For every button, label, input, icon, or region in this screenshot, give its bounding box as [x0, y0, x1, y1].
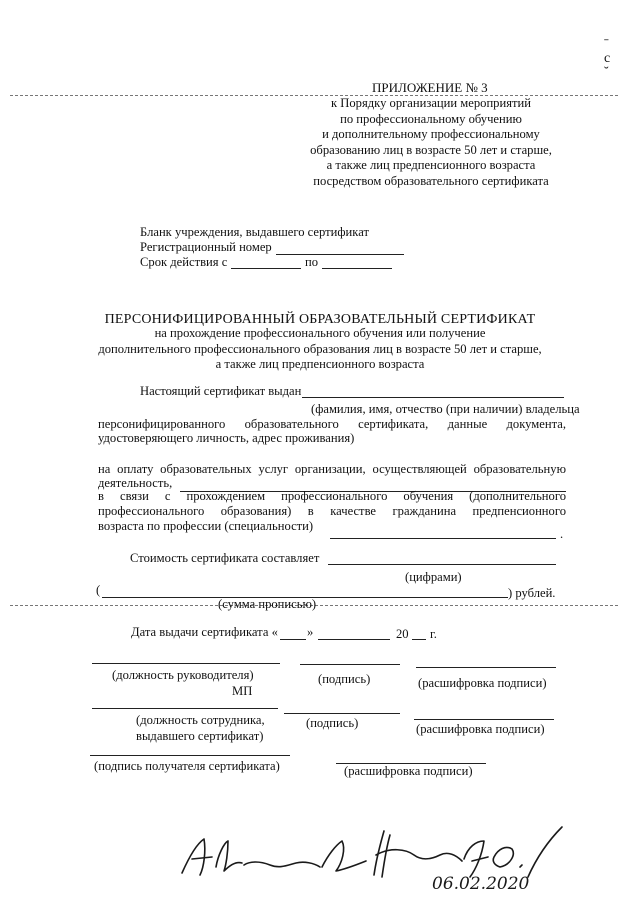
- head-name-field[interactable]: [416, 667, 556, 668]
- stamp-place: МП: [232, 684, 253, 698]
- staff-position-field[interactable]: [92, 708, 278, 709]
- appendix-title: ПРИЛОЖЕНИЕ № 3: [372, 80, 488, 95]
- appendix-line: посредством образовательного сертификата: [313, 173, 549, 188]
- staff-signature-hint: (подпись): [306, 716, 359, 730]
- validity-from-field[interactable]: [231, 268, 301, 269]
- issue-date-suffix: г.: [430, 627, 437, 641]
- handwritten-date: 06.02.2020: [432, 874, 530, 894]
- issue-year: 20: [396, 627, 409, 641]
- validity-from-label: Срок действия с: [140, 255, 228, 269]
- payment-line: профессионального образования) в качестве гражданина предпенсионного: [98, 504, 566, 518]
- registration-number-field[interactable]: [276, 254, 404, 255]
- validity-to-field[interactable]: [322, 268, 392, 269]
- holder-hint-line: удостоверяющего личность, адрес проживания): [98, 431, 355, 445]
- appendix-line: и дополнительному профессиональному: [322, 127, 540, 142]
- head-signature-hint: (подпись): [318, 672, 371, 686]
- issue-date-quote-close: »: [307, 625, 314, 639]
- recipient-signature-hint: (подпись получателя сертификата): [94, 759, 280, 773]
- appendix-line: образованию лиц в возрасте 50 лет и старше,: [310, 142, 552, 157]
- recipient-name-hint: (расшифровка подписи): [344, 764, 473, 778]
- staff-position-hint: [136, 712, 265, 744]
- margin-mark: ˉ c ˘: [604, 37, 611, 80]
- payment-line: деятельность,: [98, 476, 173, 490]
- validity-to-label: по: [305, 255, 319, 269]
- head-position-hint: (должность руководителя): [112, 668, 254, 682]
- appendix-line: по профессиональному обучению: [340, 111, 522, 126]
- certificate-title: ПЕРСОНИФИЦИРОВАННЫЙ ОБРАЗОВАТЕЛЬНЫЙ СЕРТИФИКАТ: [104, 312, 536, 327]
- subtitle-line: на прохождение профессионального обучения или получение: [154, 326, 486, 340]
- profession-field[interactable]: [330, 538, 556, 539]
- issue-day-field[interactable]: [280, 639, 306, 640]
- issue-year-field[interactable]: [412, 639, 426, 640]
- payment-line: возраста по профессии (специальности): [98, 519, 314, 533]
- cost-words-hint: (сумма прописью): [218, 597, 317, 611]
- cost-label: Стоимость сертификата составляет: [130, 551, 320, 565]
- staff-signature-field[interactable]: [284, 713, 400, 714]
- registration-label: Регистрационный номер: [140, 240, 272, 254]
- holder-hint-line: (фамилия, имя, отчество (при наличии) владельца: [311, 402, 580, 416]
- handwritten-signatures: [170, 815, 590, 895]
- recipient-signature-field[interactable]: [90, 755, 290, 756]
- head-signature-field[interactable]: [300, 664, 400, 665]
- appendix-line: а также лиц предпенсионного возраста: [326, 158, 536, 173]
- blank-line-1: Бланк учреждения, выдавшего сертификат: [140, 225, 369, 239]
- issued-to-label: Настоящий сертификат выдан: [140, 384, 302, 398]
- head-position-field[interactable]: [92, 663, 280, 664]
- certificate-subtitle: [40, 326, 600, 373]
- holder-hint-line: персонифицированного образовательного сертификата, данные документа,: [98, 417, 566, 431]
- payment-line: в связи с прохождением профессионального обучения (дополнительного: [98, 489, 566, 503]
- appendix-line: к Порядку организации мероприятий: [330, 96, 531, 110]
- issue-month-field[interactable]: [318, 639, 390, 640]
- issue-date-label: Дата выдачи сертификата «: [131, 625, 278, 639]
- cost-digits-hint: (цифрами): [405, 570, 462, 584]
- head-name-hint: (расшифровка подписи): [418, 676, 547, 690]
- staff-name-field[interactable]: [414, 719, 554, 720]
- cost-open-paren: (: [96, 583, 101, 597]
- staff-position-hint-line: (должность сотрудника,: [136, 713, 265, 727]
- payment-line: на оплату образовательных услуг организации, осуществляющей образовательную: [98, 462, 566, 476]
- subtitle-line: а также лиц предпенсионного возраста: [215, 357, 425, 371]
- appendix-lines: [296, 96, 566, 190]
- staff-name-hint: (расшифровка подписи): [416, 722, 545, 736]
- staff-position-hint-line: выдавшего сертификат): [136, 729, 264, 743]
- cost-close-suffix: ) рублей.: [508, 586, 556, 600]
- period: .: [560, 527, 564, 541]
- cost-digits-field[interactable]: [328, 564, 556, 565]
- subtitle-line: дополнительного профессионального образования лиц в возрасте 50 лет и старше,: [98, 341, 542, 356]
- holder-field[interactable]: [302, 397, 564, 398]
